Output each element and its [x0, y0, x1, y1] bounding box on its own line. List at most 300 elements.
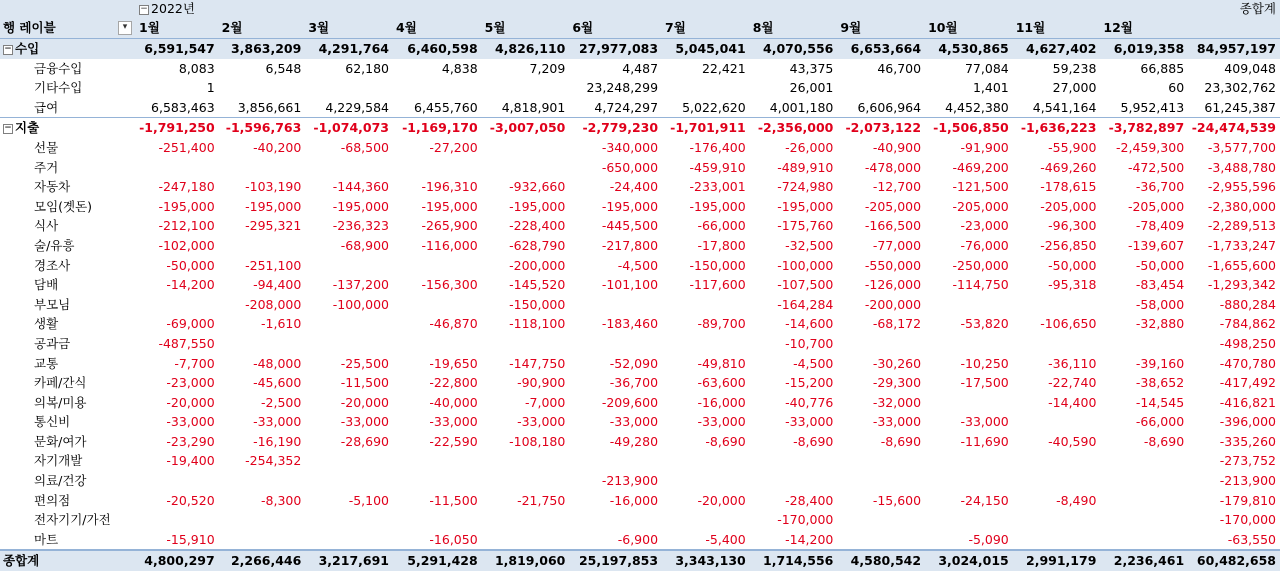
value-cell: -49,280	[609, 433, 659, 449]
value-cell: -195,000	[245, 198, 302, 214]
value-cell	[482, 530, 570, 551]
value-cell	[393, 78, 482, 98]
value-cell: -16,050	[429, 531, 478, 547]
value-cell: -66,000	[697, 218, 746, 234]
value-cell: 7,209	[529, 60, 566, 76]
value-cell: -5,090	[968, 531, 1009, 547]
category-label: 금융수입	[34, 60, 83, 76]
value-cell: -1,596,763	[219, 118, 306, 138]
value-cell: -83,454	[1135, 277, 1185, 293]
grand-total-column-header	[1188, 18, 1280, 39]
year-header[interactable]	[136, 0, 1188, 18]
value-cell: -156,300	[421, 277, 478, 293]
value-cell: -58,000	[1135, 296, 1185, 312]
value-cell	[136, 471, 219, 491]
value-cell	[136, 510, 219, 530]
month-header: 11월	[1013, 18, 1101, 39]
value-cell: -1,610	[261, 316, 302, 332]
value-cell: -205,000	[952, 198, 1009, 214]
value-cell: -137,200	[332, 277, 389, 293]
value-cell: -36,110	[1048, 355, 1097, 371]
value-cell: -15,200	[785, 375, 834, 391]
value-cell: -170,000	[1219, 512, 1276, 528]
value-cell: 27,977,083	[569, 39, 662, 59]
value-cell: 22,421	[701, 60, 746, 76]
value-cell: -16,190	[253, 433, 302, 449]
value-cell: -217,800	[601, 237, 659, 253]
value-cell: -20,520	[166, 492, 215, 508]
value-cell: -33,000	[697, 414, 746, 430]
value-cell	[393, 256, 482, 276]
value-cell: -164,284	[777, 296, 834, 312]
category-label: 편의점	[34, 492, 71, 508]
value-cell: -150,000	[509, 296, 566, 312]
value-cell: -7,000	[525, 394, 566, 410]
table-row	[0, 98, 1280, 118]
value-cell: 23,302,762	[1204, 80, 1276, 96]
month-header: 9월	[837, 18, 925, 39]
value-cell: -2,779,230	[569, 118, 662, 138]
value-cell: -66,000	[1135, 414, 1185, 430]
value-cell: -487,550	[158, 335, 215, 351]
value-cell: -139,607	[1127, 237, 1185, 253]
value-cell: -628,790	[509, 237, 566, 253]
value-cell: -40,900	[872, 139, 922, 155]
value-cell: -53,820	[960, 316, 1009, 332]
value-cell: -22,740	[1048, 375, 1097, 391]
value-cell: -335,260	[1219, 433, 1276, 449]
value-cell: -200,000	[864, 296, 922, 312]
value-cell: -228,400	[509, 218, 566, 234]
value-cell: -102,000	[158, 237, 215, 253]
table-row	[0, 334, 1280, 354]
value-cell: 59,238	[1052, 60, 1097, 76]
value-cell: 4,229,584	[325, 99, 389, 115]
value-cell	[569, 510, 662, 530]
value-cell: -50,000	[1135, 257, 1185, 273]
value-cell	[1100, 471, 1188, 491]
value-cell: -76,000	[960, 237, 1009, 253]
value-cell: -10,250	[960, 355, 1009, 371]
value-cell: -29,300	[872, 375, 922, 391]
table-row	[0, 197, 1280, 217]
value-cell: -77,000	[872, 237, 922, 253]
value-cell	[136, 295, 219, 315]
value-cell: -19,650	[429, 355, 478, 371]
value-cell: -2,289,513	[1207, 218, 1276, 234]
value-cell: -14,400	[1048, 394, 1097, 410]
value-cell: -90,900	[517, 375, 566, 391]
value-cell: -118,100	[509, 316, 566, 332]
value-cell: -45,600	[253, 375, 302, 391]
value-cell	[219, 236, 306, 256]
category-label: 생활	[34, 316, 59, 332]
value-cell: 1,401	[972, 80, 1009, 96]
value-cell: 60,482,658	[1188, 550, 1280, 571]
value-cell: -50,000	[166, 257, 215, 273]
category-label: 문화/여가	[34, 433, 87, 449]
value-cell	[925, 471, 1013, 491]
grand-total-row	[0, 550, 1280, 571]
value-cell: -17,800	[697, 237, 746, 253]
month-header: 3월	[305, 18, 393, 39]
value-cell: -25,500	[340, 355, 389, 371]
value-cell: -247,180	[158, 179, 215, 195]
table-row	[0, 216, 1280, 236]
collapse-icon[interactable]: −	[4, 43, 12, 54]
value-cell: -6,900	[617, 531, 659, 547]
value-cell: -14,600	[785, 316, 834, 332]
group-label[interactable]	[0, 39, 136, 59]
value-cell: -28,400	[785, 492, 834, 508]
value-cell: 66,885	[1140, 60, 1185, 76]
value-cell	[750, 471, 838, 491]
table-row	[0, 471, 1280, 491]
value-cell: -24,150	[960, 492, 1009, 508]
category-label: 부모님	[34, 296, 71, 312]
value-cell: -49,810	[697, 355, 746, 371]
value-cell: -23,290	[166, 433, 215, 449]
month-header: 4월	[393, 18, 482, 39]
category-label: 식사	[34, 218, 59, 234]
grand-total-header: 종합계	[1188, 0, 1280, 18]
value-cell	[305, 314, 393, 334]
category-label: 공과금	[34, 335, 71, 351]
value-cell	[925, 510, 1013, 530]
table-row	[0, 78, 1280, 98]
value-cell: -209,600	[601, 394, 659, 410]
value-cell: -7,700	[174, 355, 215, 371]
value-cell	[393, 158, 482, 178]
value-cell: 6,460,598	[393, 39, 482, 59]
filter-dropdown-icon[interactable]: ▾	[118, 21, 132, 35]
table-row	[0, 393, 1280, 413]
value-cell: -3,782,897	[1100, 118, 1188, 138]
value-cell	[482, 138, 570, 158]
value-cell: 4,800,297	[136, 550, 219, 571]
value-cell: 77,084	[964, 60, 1009, 76]
value-cell: -126,000	[864, 277, 922, 293]
year-label: 2022년	[151, 1, 195, 16]
value-cell	[1013, 334, 1101, 354]
collapse-icon[interactable]: −	[4, 122, 12, 133]
value-cell: 4,530,865	[925, 39, 1013, 59]
value-cell: -11,690	[960, 433, 1009, 449]
value-cell: -1,655,600	[1207, 257, 1276, 273]
value-cell	[662, 451, 750, 471]
group-row	[0, 118, 1280, 138]
value-cell: -195,000	[689, 198, 746, 214]
value-cell	[1100, 334, 1188, 354]
value-cell: -2,380,000	[1207, 198, 1276, 214]
category-label: 급여	[34, 99, 59, 115]
value-cell: -28,690	[340, 433, 389, 449]
value-cell: -459,910	[689, 159, 746, 175]
table-row	[0, 295, 1280, 315]
value-cell: -100,000	[332, 296, 389, 312]
value-cell: -114,750	[952, 277, 1009, 293]
value-cell	[1013, 451, 1101, 471]
value-cell	[393, 471, 482, 491]
value-cell: -19,400	[166, 453, 215, 469]
value-cell: -213,900	[1219, 473, 1276, 489]
value-cell: -94,400	[253, 277, 302, 293]
value-cell: -498,250	[1219, 335, 1276, 351]
month-header: 2월	[219, 18, 306, 39]
value-cell: 6,548	[265, 60, 302, 76]
pivot-header-year-row	[0, 0, 1280, 18]
value-cell: -1,293,342	[1207, 277, 1276, 293]
value-cell	[305, 510, 393, 530]
value-cell: -205,000	[1040, 198, 1097, 214]
value-cell: -50,000	[1048, 257, 1097, 273]
group-label[interactable]	[0, 118, 136, 138]
value-cell: -55,900	[1048, 139, 1097, 155]
value-cell: 6,591,547	[136, 39, 219, 59]
month-header: 7월	[662, 18, 750, 39]
value-cell: -2,073,122	[837, 118, 925, 138]
value-cell	[219, 158, 306, 178]
value-cell: -107,500	[777, 277, 834, 293]
table-row	[0, 373, 1280, 393]
value-cell: 3,863,209	[219, 39, 306, 59]
value-cell	[482, 471, 570, 491]
value-cell	[1100, 451, 1188, 471]
value-cell: -251,100	[245, 257, 302, 273]
value-cell: -91,900	[960, 139, 1009, 155]
value-cell: -4,500	[617, 257, 659, 273]
value-cell: 60	[1168, 80, 1185, 96]
value-cell	[305, 78, 393, 98]
table-row	[0, 177, 1280, 197]
value-cell: 4,541,164	[1032, 99, 1097, 115]
value-cell: 5,022,620	[682, 99, 746, 115]
table-row	[0, 412, 1280, 432]
value-cell: -8,690	[880, 433, 922, 449]
value-cell	[305, 451, 393, 471]
value-cell: 4,627,402	[1013, 39, 1101, 59]
value-cell: -416,821	[1219, 394, 1276, 410]
value-cell: 4,838	[441, 60, 478, 76]
value-cell: -40,776	[785, 394, 834, 410]
value-cell: -176,400	[689, 139, 746, 155]
value-cell: -265,900	[421, 218, 478, 234]
value-cell	[305, 334, 393, 354]
value-cell	[136, 158, 219, 178]
value-cell: -10,700	[785, 335, 834, 351]
row-label-header[interactable]: 행 레이블 ▾	[0, 18, 136, 39]
pivot-body	[0, 39, 1280, 572]
value-cell: -178,615	[1040, 179, 1097, 195]
value-cell: 3,217,691	[305, 550, 393, 571]
value-cell: -212,100	[158, 218, 215, 234]
table-row	[0, 451, 1280, 471]
value-cell: 26,001	[789, 80, 834, 96]
value-cell: -340,000	[601, 139, 659, 155]
pivot-header-month-row	[0, 18, 1280, 39]
table-row	[0, 59, 1280, 79]
value-cell: -254,352	[245, 453, 302, 469]
value-cell	[1013, 510, 1101, 530]
value-cell: -469,260	[1040, 159, 1097, 175]
value-cell: -472,500	[1127, 159, 1185, 175]
value-cell: -195,000	[777, 198, 834, 214]
value-cell: -22,590	[429, 433, 478, 449]
group-label-text: 수입	[15, 41, 40, 56]
table-row	[0, 158, 1280, 178]
value-cell: 3,343,130	[662, 550, 750, 571]
value-cell: -117,600	[689, 277, 746, 293]
value-cell: -8,690	[793, 433, 834, 449]
category-label: 통신비	[34, 414, 71, 430]
value-cell: -23,000	[960, 218, 1009, 234]
category-label: 자동차	[34, 179, 71, 195]
value-cell: -32,880	[1135, 316, 1185, 332]
value-cell: -14,545	[1135, 394, 1185, 410]
value-cell: -396,000	[1219, 414, 1276, 430]
value-cell	[1100, 510, 1188, 530]
value-cell: -68,172	[872, 316, 922, 332]
value-cell: -20,000	[697, 492, 746, 508]
value-cell: -784,862	[1219, 316, 1276, 332]
value-cell: -69,000	[166, 316, 215, 332]
value-cell	[662, 334, 750, 354]
value-cell	[750, 451, 838, 471]
category-label: 경조사	[34, 257, 71, 273]
value-cell: -8,300	[261, 492, 302, 508]
value-cell: -33,000	[517, 414, 566, 430]
value-cell	[837, 471, 925, 491]
value-cell: -12,700	[872, 179, 922, 195]
value-cell	[837, 78, 925, 98]
value-cell: -36,700	[609, 375, 659, 391]
value-cell: -22,800	[429, 375, 478, 391]
value-cell: -932,660	[509, 179, 566, 195]
collapse-icon[interactable]: −	[140, 3, 148, 14]
value-cell	[662, 510, 750, 530]
value-cell: -8,690	[1143, 433, 1185, 449]
value-cell: -183,460	[601, 316, 659, 332]
value-cell: -96,300	[1048, 218, 1097, 234]
value-cell: 409,048	[1224, 60, 1276, 76]
value-cell: -213,900	[601, 473, 659, 489]
value-cell: -20,000	[166, 394, 215, 410]
value-cell	[925, 451, 1013, 471]
value-cell: -48,000	[253, 355, 302, 371]
value-cell	[1013, 412, 1101, 432]
value-cell: 1,819,060	[482, 550, 570, 571]
value-cell: -33,000	[166, 414, 215, 430]
value-cell: 62,180	[345, 60, 389, 76]
value-cell	[305, 471, 393, 491]
value-cell: -116,000	[421, 237, 478, 253]
value-cell: 43,375	[789, 60, 834, 76]
value-cell	[1013, 471, 1101, 491]
value-cell: 84,957,197	[1188, 39, 1280, 59]
category-label: 담배	[34, 277, 59, 293]
month-header: 6월	[569, 18, 662, 39]
value-cell: -63,550	[1227, 531, 1276, 547]
value-cell: -145,520	[509, 277, 566, 293]
value-cell: -32,000	[872, 394, 922, 410]
value-cell: -1,701,911	[662, 118, 750, 138]
value-cell: -33,000	[960, 414, 1009, 430]
value-cell: -30,260	[872, 355, 922, 371]
value-cell: -33,000	[609, 414, 659, 430]
month-header: 1월	[136, 18, 219, 39]
value-cell: -2,356,000	[750, 118, 838, 138]
value-cell: 8,083	[178, 60, 215, 76]
value-cell: -470,780	[1219, 355, 1276, 371]
value-cell: -36,700	[1135, 179, 1185, 195]
value-cell: -16,000	[609, 492, 659, 508]
value-cell: -208,000	[245, 296, 302, 312]
value-cell: -200,000	[509, 257, 566, 273]
value-cell: -8,490	[1056, 492, 1097, 508]
category-label: 교통	[34, 355, 59, 371]
value-cell: -33,000	[429, 414, 478, 430]
category-label: 의복/미용	[34, 394, 87, 410]
value-cell: -52,090	[609, 355, 659, 371]
value-cell: -11,500	[340, 375, 389, 391]
value-cell: -650,000	[601, 159, 659, 175]
month-header: 5월	[482, 18, 570, 39]
value-cell	[837, 334, 925, 354]
value-cell	[662, 78, 750, 98]
value-cell	[837, 530, 925, 551]
table-row	[0, 138, 1280, 158]
value-cell: -195,000	[601, 198, 659, 214]
value-cell	[219, 334, 306, 354]
value-cell: -78,409	[1135, 218, 1185, 234]
value-cell: -38,652	[1135, 375, 1185, 391]
value-cell: -273,752	[1219, 453, 1276, 469]
value-cell: -106,650	[1040, 316, 1097, 332]
value-cell	[305, 158, 393, 178]
category-label: 선물	[34, 139, 59, 155]
value-cell	[837, 510, 925, 530]
value-cell	[305, 256, 393, 276]
value-cell: -724,980	[777, 179, 834, 195]
value-cell: -236,323	[332, 218, 389, 234]
value-cell: -5,100	[348, 492, 389, 508]
value-cell: -21,750	[517, 492, 566, 508]
value-cell: -205,000	[864, 198, 922, 214]
value-cell: -170,000	[777, 512, 834, 528]
table-row	[0, 432, 1280, 452]
value-cell: -2,500	[261, 394, 302, 410]
value-cell: 4,452,380	[945, 99, 1009, 115]
value-cell: -24,400	[609, 179, 659, 195]
value-cell: -39,160	[1135, 355, 1185, 371]
group-label-text: 지출	[15, 120, 40, 136]
value-cell: -144,360	[332, 179, 389, 195]
value-cell: -40,200	[253, 139, 302, 155]
table-row	[0, 530, 1280, 551]
category-label: 카페/간식	[34, 375, 87, 391]
value-cell: -489,910	[777, 159, 834, 175]
value-cell: -295,321	[245, 218, 302, 234]
value-cell: -4,500	[793, 355, 834, 371]
value-cell: -11,500	[429, 492, 478, 508]
value-cell: -150,000	[689, 257, 746, 273]
value-cell: -3,577,700	[1207, 139, 1276, 155]
month-header: 10월	[925, 18, 1013, 39]
value-cell: 4,487	[622, 60, 659, 76]
value-cell: 2,236,461	[1100, 550, 1188, 571]
value-cell: 1,714,556	[750, 550, 838, 571]
value-cell: -46,870	[429, 316, 478, 332]
